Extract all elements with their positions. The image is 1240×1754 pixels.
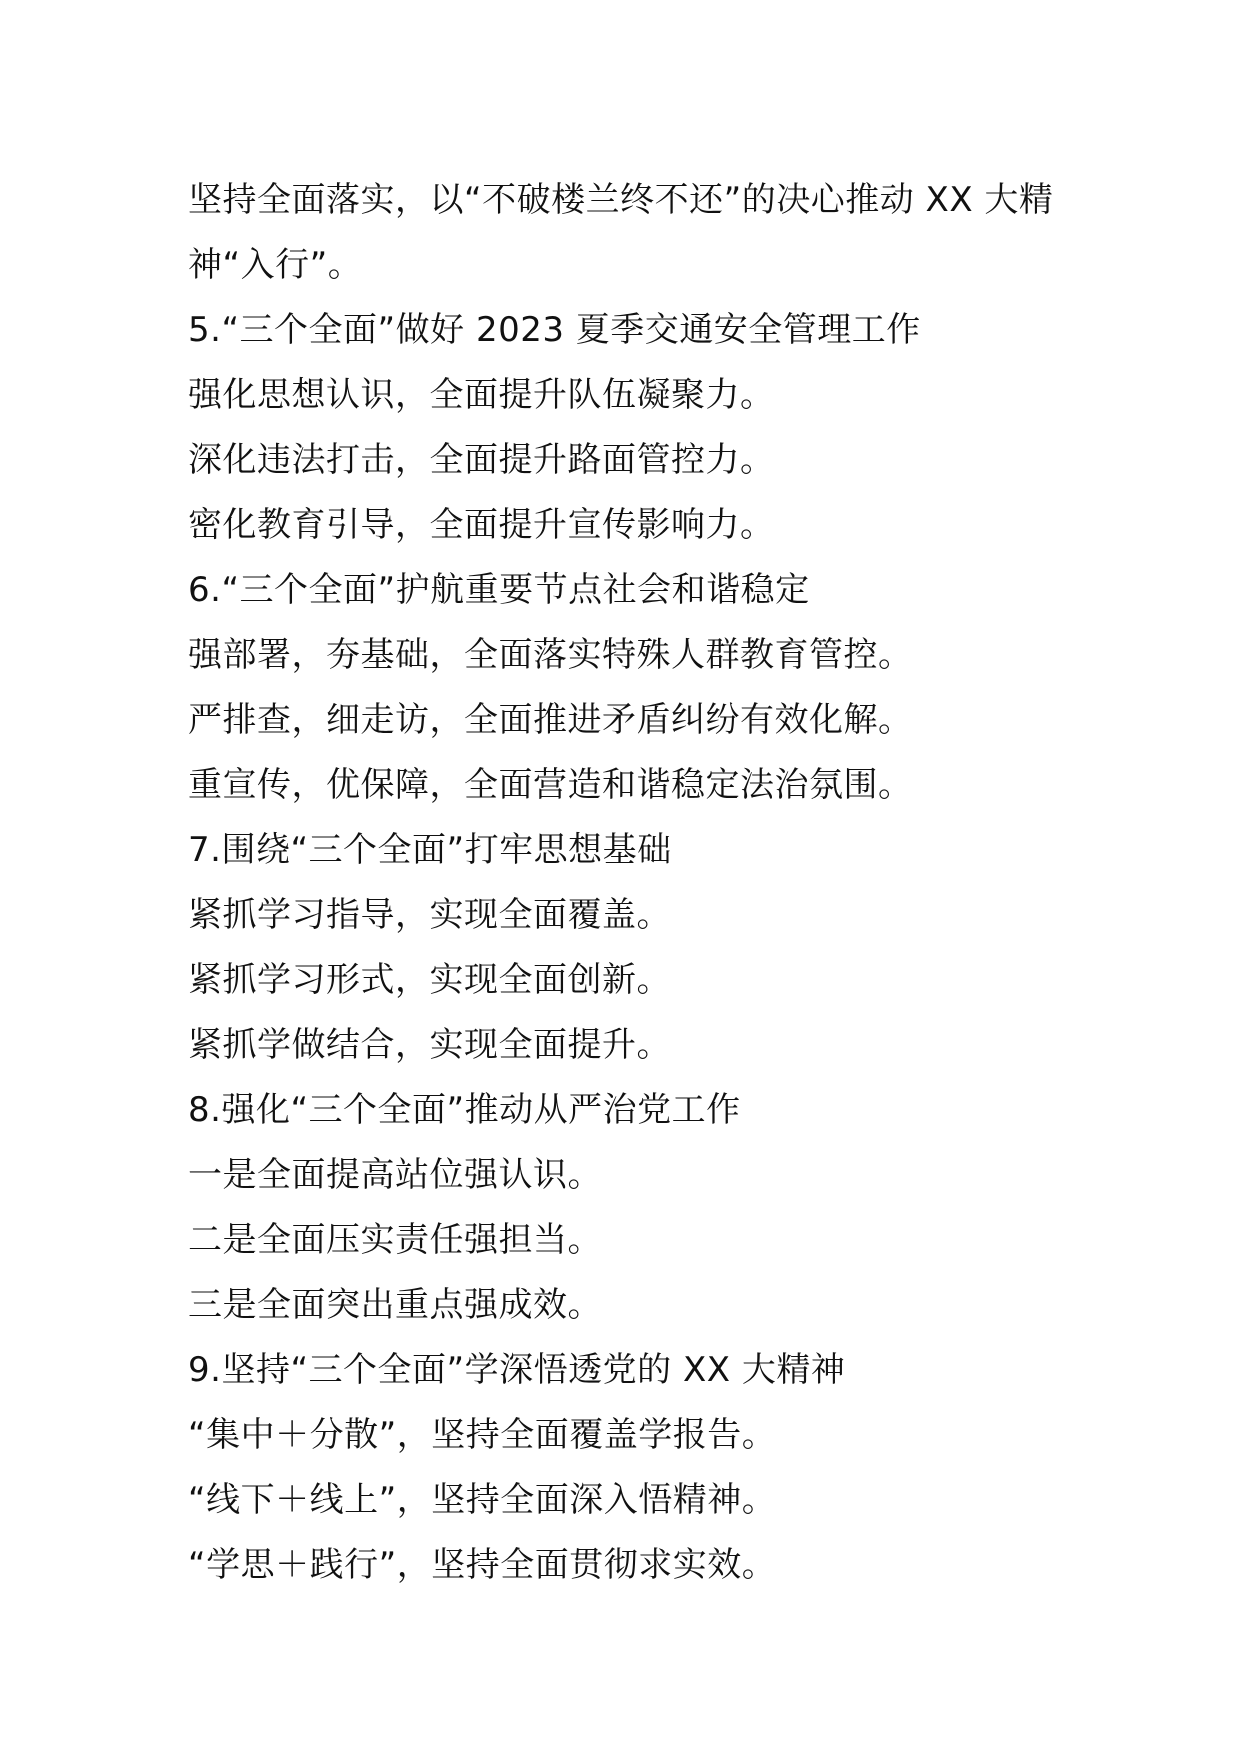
body-text-line: 重宣传，优保障，全面营造和谐稳定法治氛围。 <box>188 765 913 805</box>
body-text-line: 一是全面提高站位强认识。 <box>188 1155 602 1195</box>
section-heading-8: 8.强化“三个全面”推动从严治党工作 <box>188 1090 741 1130</box>
body-text-line: 严排查，细走访，全面推进矛盾纠纷有效化解。 <box>188 700 913 740</box>
body-text-line: 坚持全面落实，以“不破楼兰终不还”的决心推动 XX 大精 <box>188 180 1054 220</box>
body-text-line: 紧抓学习指导，实现全面覆盖。 <box>188 895 671 935</box>
body-text-line: 密化教育引导，全面提升宣传影响力。 <box>188 505 775 545</box>
section-heading-6: 6.“三个全面”护航重要节点社会和谐稳定 <box>188 570 810 610</box>
document-body <box>188 168 1068 1598</box>
body-text-line: “学思＋践行”，坚持全面贯彻求实效。 <box>188 1545 777 1585</box>
section-heading-5: 5.“三个全面”做好 2023 夏季交通安全管理工作 <box>188 310 921 350</box>
body-text-line: 三是全面突出重点强成效。 <box>188 1285 602 1325</box>
body-text-line: 深化违法打击，全面提升路面管控力。 <box>188 440 775 480</box>
body-text-line: 神“入行”。 <box>188 245 363 285</box>
body-text-line: 紧抓学做结合，实现全面提升。 <box>188 1025 671 1065</box>
body-text-line: 二是全面压实责任强担当。 <box>188 1220 602 1260</box>
body-text-line: 强化思想认识，全面提升队伍凝聚力。 <box>188 375 775 415</box>
body-text-line: “线下＋线上”，坚持全面深入悟精神。 <box>188 1480 777 1520</box>
body-text-line: 强部署，夯基础，全面落实特殊人群教育管控。 <box>188 635 913 675</box>
body-text-line: “集中＋分散”，坚持全面覆盖学报告。 <box>188 1415 777 1455</box>
body-text-line: 紧抓学习形式，实现全面创新。 <box>188 960 671 1000</box>
section-heading-9: 9.坚持“三个全面”学深悟透党的 XX 大精神 <box>188 1350 846 1390</box>
section-heading-7: 7.围绕“三个全面”打牢思想基础 <box>188 830 672 870</box>
